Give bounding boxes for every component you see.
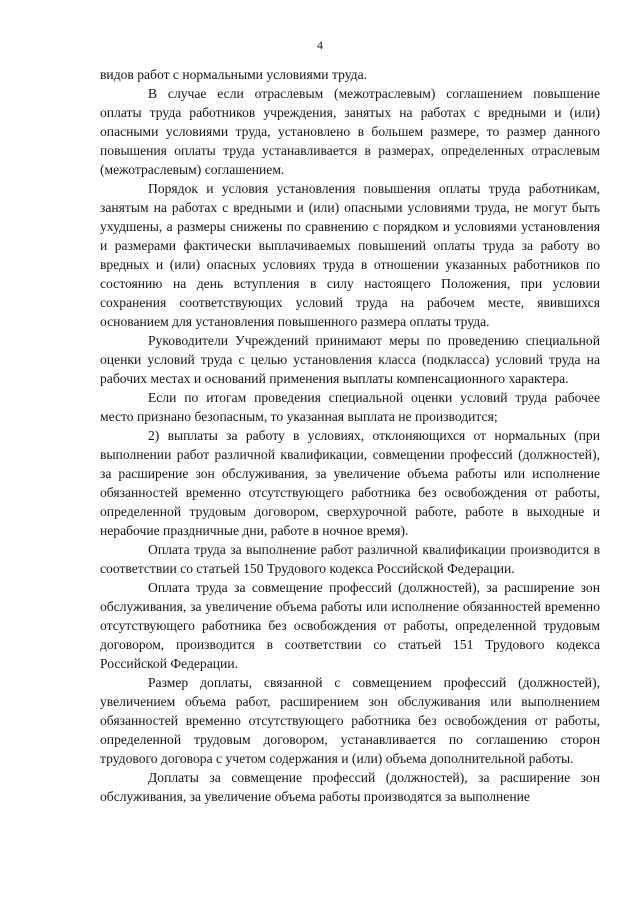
paragraph-industry-agreement: В случае если отраслевым (межотраслевым) соглашением повышение оплаты труда работников учреждения, занятых на работах с вредными и (или) опасными условиями труда, установлено в большем размере, то размер данного повышения оплаты труда устанавливается в размерах, определенных отраслевым (межотраслевым) соглашением. [100, 86, 600, 177]
paragraph-special-assessment-measures: Руководители Учреждений принимают меры по проведению специальной оценки условий труда с целью установления класса (подкласса) условий труда на рабочих местах и оснований применения выплаты компенсационного характера. [100, 333, 600, 386]
paragraph-safe-workplace: Если по итогам проведения специальной оценки условий труда рабочее место признано безопасным, то указанная выплата не производится; [100, 390, 600, 424]
paragraph-conditions-not-worsened: Порядок и условия установления повышения оплаты труда работникам, занятым на работах с вредными и (или) опасными условиями труда, не могут быть ухудшены, а размеры снижены по сравнению с порядком и условиями установления и размерами фактически выплачиваемых повышений оплаты труда за работу во вредных и (или) опасных условиях труда в отношении указанных работников по состоянию на день вступления в силу настоящего Положения, при условии сохранения соответствующих условий труда на рабочем месте, явившихся основанием для установления повышенного размера оплаты труда. [100, 181, 600, 329]
paragraph-deviating-conditions: 2) выплаты за работу в условиях, отклоняющихся от нормальных (при выполнении работ различной квалификации, совмещении профессий (должностей), за расширение зон обслуживания, за увеличение объема работы или исполнение обязанностей временно отсутствующего работника без освобождения от работы, определенной трудовым договором, сверхурочной работе, работе в выходные и нерабочие праздничные дни, работе в ночное время). [100, 428, 600, 538]
paragraph-article-150: Оплата труда за выполнение работ различной квалификации производится в соответствии со статьей 150 Трудового кодекса Российской Федерации. [100, 542, 600, 576]
paragraph-surcharge-payment: Доплаты за совмещение профессий (должностей), за расширение зон обслуживания, за увеличение объема работы производятся за выполнение [100, 770, 600, 804]
paragraph-surcharge-amount: Размер доплаты, связанной с совмещением профессий (должностей), увеличением объема работ, расширением зон обслуживания или выполнением обязанностей временно отсутствующего работника без освобождения от работы, определенной трудовым договором, устанавливается по соглашению сторон трудового договора с учетом содержания и (или) объема дополнительной работы. [100, 675, 600, 766]
paragraph-continuation: видов работ с нормальными условиями труда. [100, 67, 367, 82]
paragraph-article-151: Оплата труда за совмещение профессий (должностей), за расширение зон обслуживания, за увеличение объема работы или исполнение обязанностей временно отсутствующего работника без освобождения от работы, определенной трудовым договором, производится в соответствии со статьей 151 Трудового кодекса Российской Федерации. [100, 580, 600, 671]
page-number: 4 [317, 38, 323, 52]
document-body [100, 65, 600, 806]
